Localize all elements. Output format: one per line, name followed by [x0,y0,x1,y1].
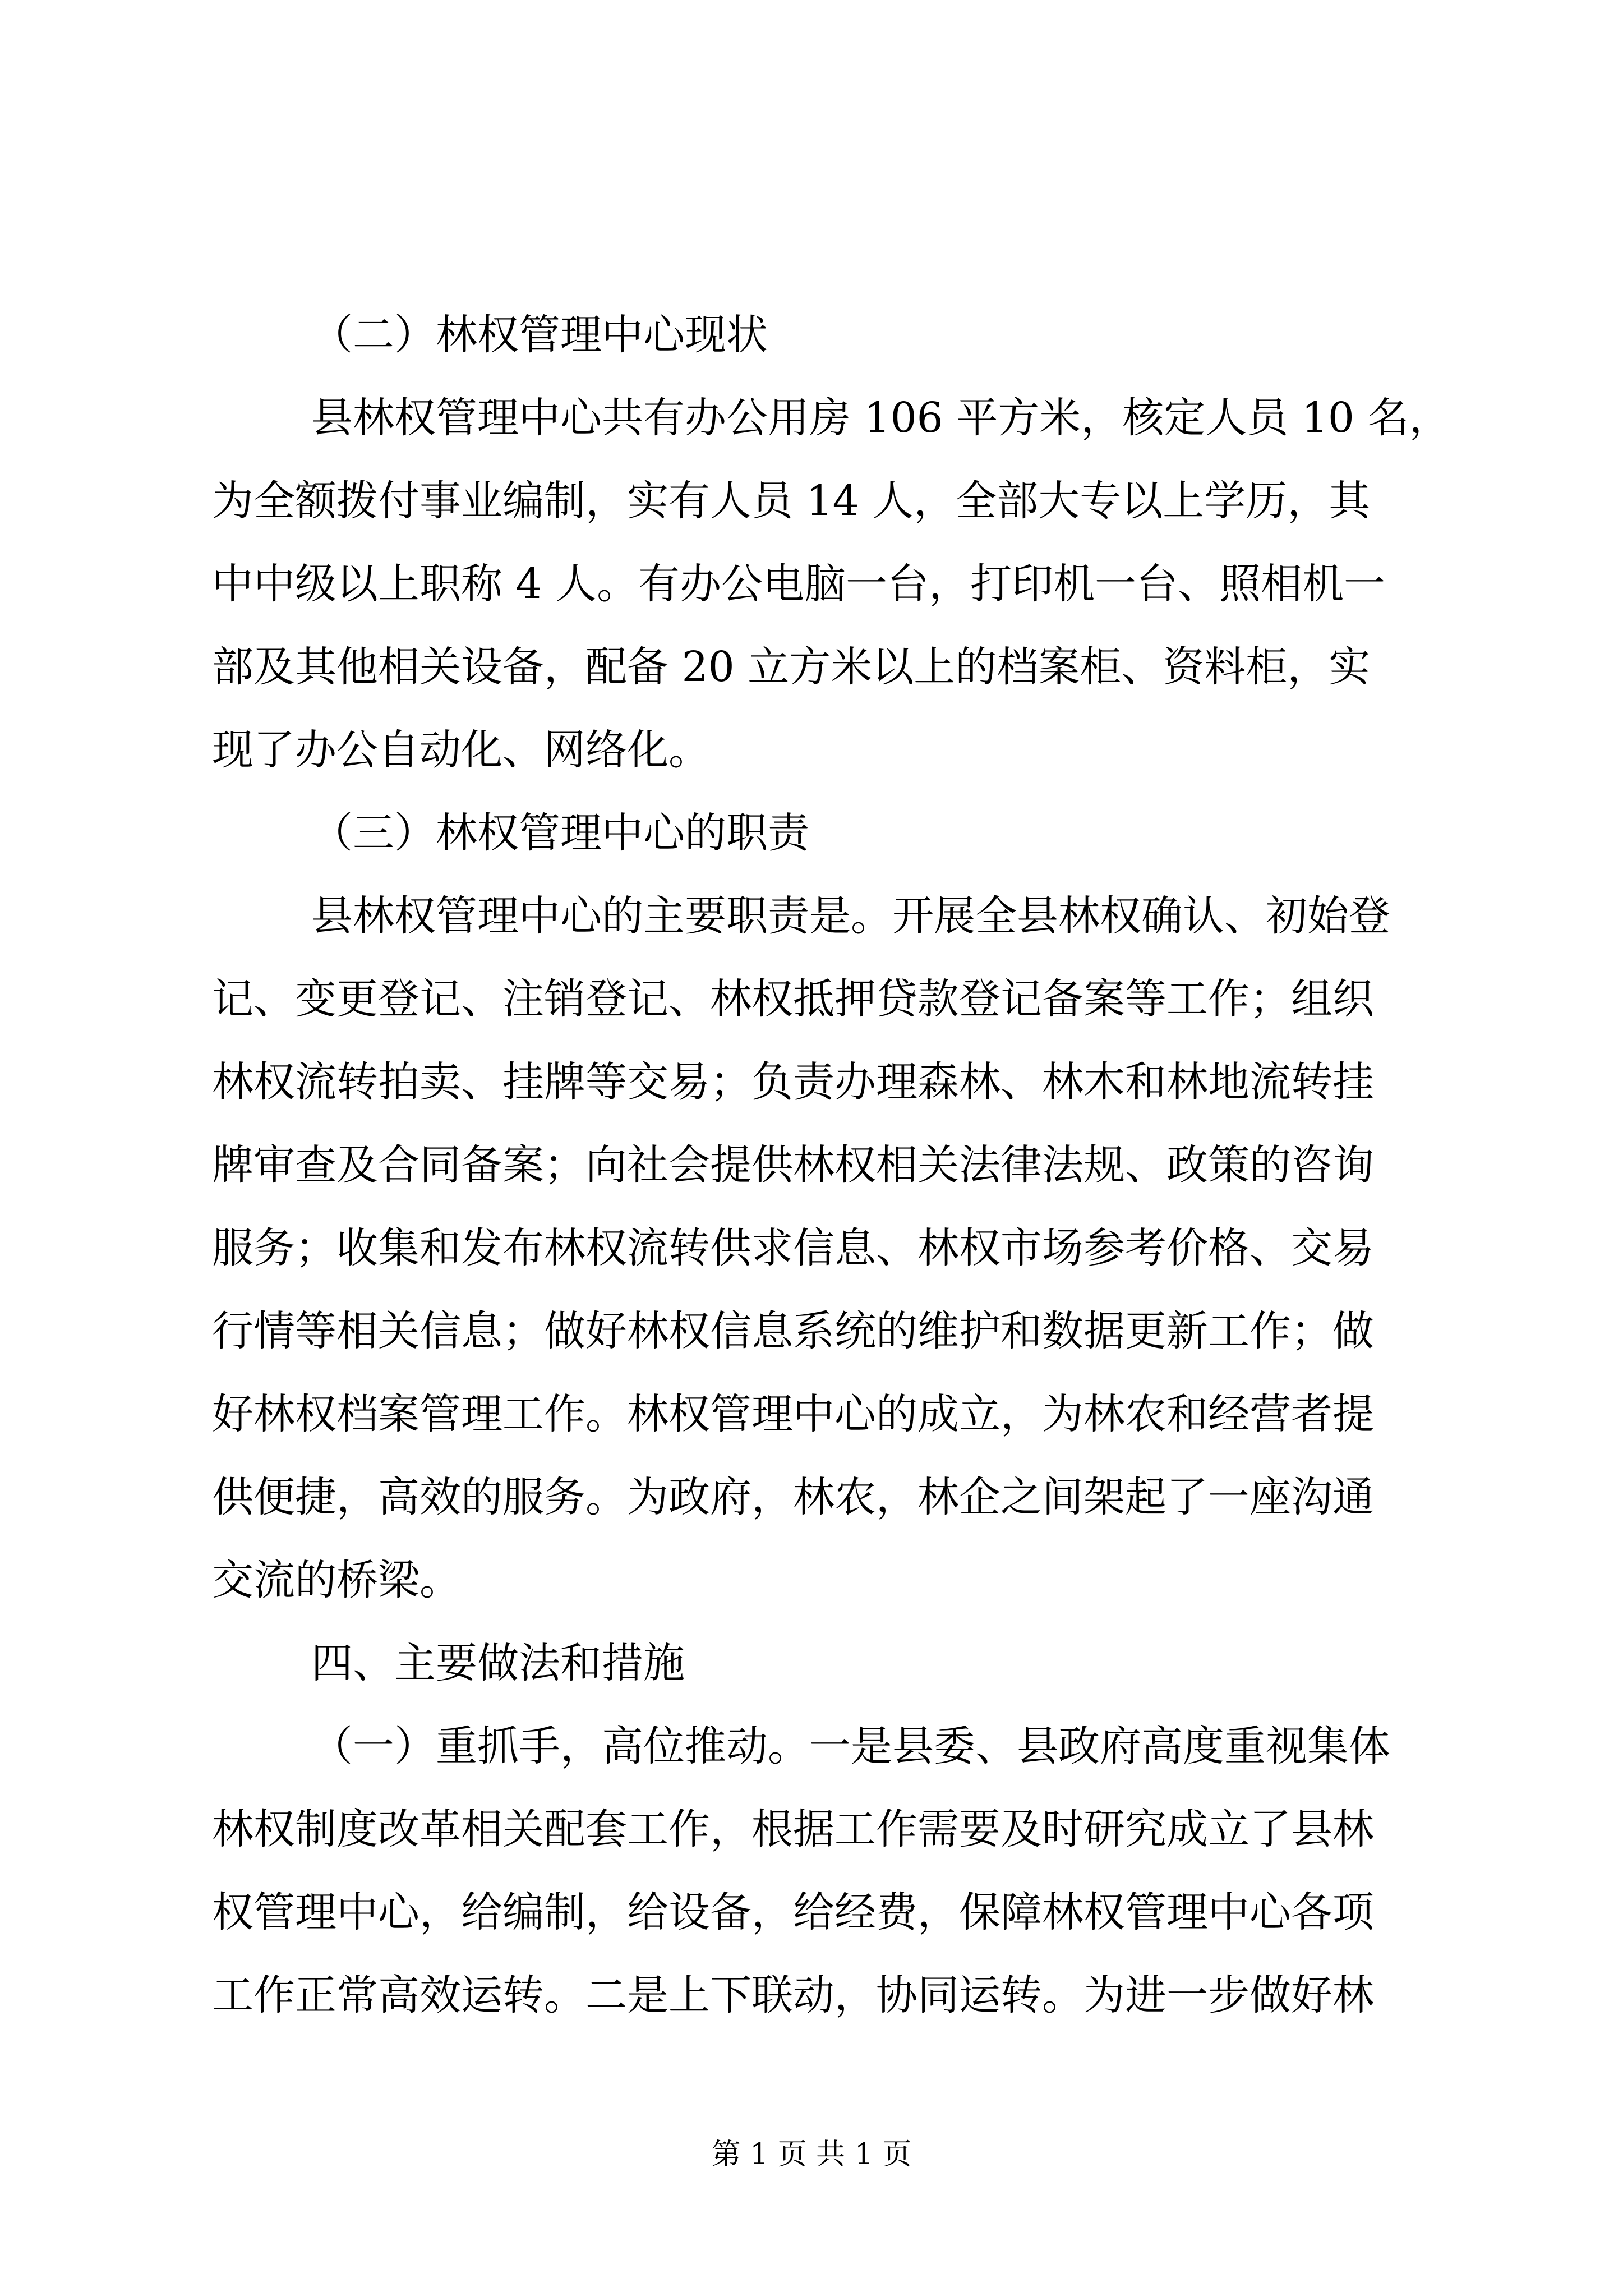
paragraph-line: 权管理中心，给编制，给设备，给经费，保障林权管理中心各项 [212,1888,1374,1936]
paragraph-line: 交流的桥梁。 [212,1556,461,1604]
paragraph-line: 林权流转拍卖、挂牌等交易；负责办理森林、林木和林地流转挂 [212,1058,1374,1106]
paragraph-line: 服务；收集和发布林权流转供求信息、林权市场参考价格、交易 [212,1224,1374,1272]
page-footer: 第 1 页 共 1 页 [711,2138,912,2171]
section-heading-2: （二）林权管理中心现状 [311,311,768,359]
section-heading-4: 四、主要做法和措施 [311,1639,685,1687]
paragraph-line: 部及其他相关设备，配备 20 立方米以上的档案柜、资料柜，实 [212,643,1371,691]
paragraph-line: 现了办公自动化、网络化。 [212,726,710,774]
paragraph-line: 工作正常高效运转。二是上下联动，协同运转。为进一步做好林 [212,1971,1374,2019]
paragraph-line: 记、变更登记、注销登记、林权抵押贷款登记备案等工作；组织 [212,975,1374,1023]
paragraph-line: 县林权管理中心的主要职责是。开展全县林权确认、初始登 [311,892,1390,940]
paragraph-line: 行情等相关信息；做好林权信息系统的维护和数据更新工作；做 [212,1307,1374,1355]
paragraph-line: 林权制度改革相关配套工作，根据工作需要及时研究成立了县林 [212,1805,1374,1853]
paragraph-line: 为全额拨付事业编制，实有人员 14 人，全部大专以上学历，其 [212,477,1371,525]
paragraph-line: 牌审查及合同备案；向社会提供林权相关法律法规、政策的咨询 [212,1141,1374,1189]
paragraph-line: 供便捷，高效的服务。为政府，林农，林企之间架起了一座沟通 [212,1473,1374,1521]
section-heading-3: （三）林权管理中心的职责 [311,809,809,857]
paragraph-line: 中中级以上职称 4 人。有办公电脑一台，打印机一台、照相机一 [212,560,1386,608]
paragraph-line: 县林权管理中心共有办公用房 106 平方米，核定人员 10 名， [311,394,1451,442]
paragraph-line: 好林权档案管理工作。林权管理中心的成立，为林农和经营者提 [212,1390,1374,1438]
paragraph-line: （一）重抓手，高位推动。一是县委、县政府高度重视集体 [311,1722,1390,1770]
